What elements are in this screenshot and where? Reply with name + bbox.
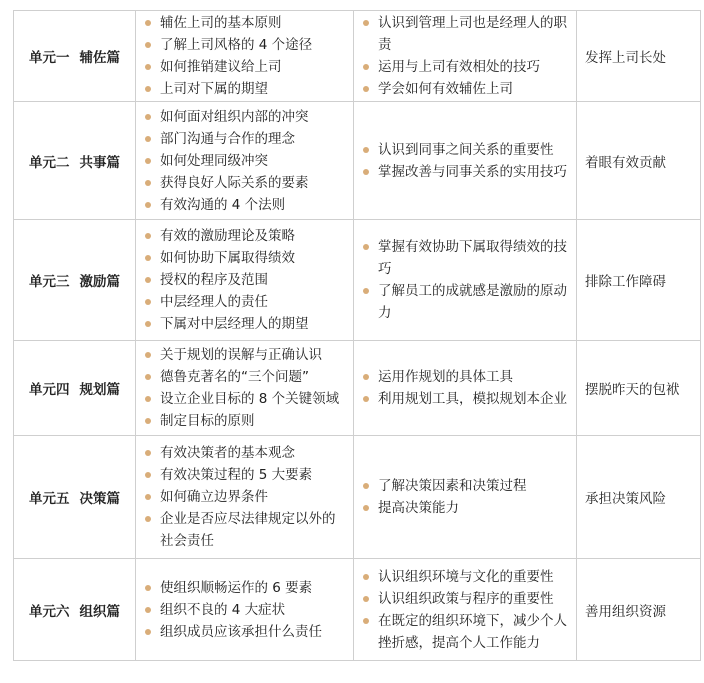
unit-name: 规划篇 xyxy=(79,382,120,398)
bullet-text: 部门沟通与合作的理念 xyxy=(160,130,295,147)
bullet-text: 运用作规划的具体工具 xyxy=(378,369,513,385)
bullet-text: 有效决策者的基本观念 xyxy=(160,445,295,461)
bullet-item xyxy=(362,566,570,588)
bullet-item xyxy=(362,78,570,100)
bullet-item xyxy=(362,139,570,161)
bullet-dot-icon xyxy=(145,352,151,358)
bullet-text: 有效决策过程的 5 大要素 xyxy=(160,467,313,483)
bullet-text: 学会如何有效辅佐上司 xyxy=(378,81,513,97)
goals-list xyxy=(354,139,576,183)
bullet-text: 运用与上司有效相处的技巧 xyxy=(378,59,540,75)
bullet-text: 了解决策因素和决策过程 xyxy=(378,478,527,494)
table-row xyxy=(14,436,701,559)
bullet-item xyxy=(144,78,347,100)
table-row xyxy=(14,559,701,661)
topics-cell xyxy=(136,559,354,661)
bullet-item xyxy=(144,150,347,172)
bullet-dot-icon xyxy=(145,585,151,591)
bullet-item xyxy=(144,247,347,269)
bullet-text: 认识到管理上司也是经理人的职责 xyxy=(378,15,567,53)
bullet-dot-icon xyxy=(363,596,369,602)
bullet-text: 有效的激励理论及策略 xyxy=(160,228,295,244)
bullet-dot-icon xyxy=(145,418,151,424)
bullet-text: 使组织顺畅运作的 6 要素 xyxy=(160,579,313,596)
bullet-item xyxy=(144,313,347,335)
bullet-item xyxy=(144,34,347,56)
bullet-text: 认识组织环境与文化的重要性 xyxy=(378,568,554,585)
bullet-item xyxy=(362,12,570,56)
topics-list xyxy=(136,577,353,643)
unit-cell xyxy=(14,11,136,102)
bullet-dot-icon xyxy=(145,180,151,186)
unit-cell xyxy=(14,436,136,559)
unit-name: 辅佐篇 xyxy=(79,50,120,66)
bullet-item xyxy=(362,497,570,519)
curriculum-table xyxy=(13,10,701,661)
bullet-dot-icon xyxy=(145,136,151,142)
bullet-dot-icon xyxy=(363,374,369,380)
goals-list xyxy=(354,236,576,324)
unit-number: 单元五 xyxy=(29,491,70,507)
bullet-item xyxy=(144,172,347,194)
bullet-dot-icon xyxy=(145,233,151,239)
bullet-dot-icon xyxy=(145,86,151,92)
goals-cell xyxy=(354,102,577,220)
unit-name: 决策篇 xyxy=(79,491,120,507)
bullet-dot-icon xyxy=(145,450,151,456)
theme-cell: 承担决策风险 xyxy=(577,436,701,559)
unit-number: 单元三 xyxy=(29,274,70,290)
bullet-dot-icon xyxy=(145,629,151,635)
bullet-text: 如何推销建议给上司 xyxy=(160,59,282,75)
bullet-text: 如何协助下属取得绩效 xyxy=(160,250,295,266)
bullet-dot-icon xyxy=(145,472,151,478)
goals-list xyxy=(354,566,576,654)
bullet-text: 德鲁克著名的“三个问题” xyxy=(160,369,309,385)
bullet-dot-icon xyxy=(145,607,151,613)
topics-list xyxy=(136,12,353,100)
topics-cell xyxy=(136,436,354,559)
bullet-text: 组织成员应该承担什么责任 xyxy=(160,623,322,640)
topics-list xyxy=(136,225,353,335)
bullet-item xyxy=(144,56,347,78)
unit-name: 组织篇 xyxy=(79,603,120,620)
bullet-dot-icon xyxy=(145,277,151,283)
bullet-text: 关于规划的误解与正确认识 xyxy=(160,347,322,363)
bullet-dot-icon xyxy=(145,321,151,327)
bullet-text: 组织不良的 4 大症状 xyxy=(160,601,286,618)
bullet-item xyxy=(144,366,347,388)
bullet-dot-icon xyxy=(145,158,151,164)
table-row xyxy=(14,220,701,341)
topics-list xyxy=(136,344,353,432)
unit-cell xyxy=(14,341,136,436)
bullet-text: 在既定的组织环境下，减少个人挫折感，提高个人工作能力 xyxy=(378,612,567,651)
bullet-text: 有效沟通的 4 个法则 xyxy=(160,196,286,213)
bullet-dot-icon xyxy=(363,169,369,175)
unit-number: 单元六 xyxy=(29,603,70,620)
unit-number: 单元四 xyxy=(29,382,70,398)
bullet-dot-icon xyxy=(145,202,151,208)
theme-cell: 善用组织资源 xyxy=(577,559,701,661)
table-row xyxy=(14,102,701,220)
bullet-text: 辅佐上司的基本原则 xyxy=(160,15,282,31)
topics-cell xyxy=(136,102,354,220)
bullet-text: 认识组织政策与程序的重要性 xyxy=(378,590,554,607)
bullet-text: 上司对下属的期望 xyxy=(160,81,268,97)
unit-cell xyxy=(14,220,136,341)
bullet-item xyxy=(362,280,570,324)
goals-list xyxy=(354,12,576,100)
topics-list xyxy=(136,106,353,216)
theme-cell: 排除工作障碍 xyxy=(577,220,701,341)
bullet-text: 企业是否应尽法律规定以外的社会责任 xyxy=(160,511,336,549)
bullet-item xyxy=(144,508,347,552)
topics-cell xyxy=(136,220,354,341)
unit-cell xyxy=(14,559,136,661)
bullet-text: 掌握有效协助下属取得绩效的技巧 xyxy=(378,239,567,277)
bullet-item xyxy=(144,621,347,643)
bullet-item xyxy=(362,56,570,78)
bullet-dot-icon xyxy=(145,374,151,380)
bullet-item xyxy=(144,388,347,410)
bullet-item xyxy=(144,128,347,150)
bullet-item xyxy=(362,610,570,654)
bullet-item xyxy=(362,161,570,183)
table-row xyxy=(14,341,701,436)
goals-cell xyxy=(354,341,577,436)
bullet-text: 如何确立边界条件 xyxy=(160,489,268,505)
goals-cell xyxy=(354,559,577,661)
bullet-dot-icon xyxy=(145,42,151,48)
bullet-item xyxy=(144,225,347,247)
bullet-dot-icon xyxy=(363,574,369,580)
bullet-dot-icon xyxy=(145,396,151,402)
bullet-item xyxy=(362,366,570,388)
bullet-text: 认识到同事之间关系的重要性 xyxy=(378,141,554,158)
unit-name: 共事篇 xyxy=(79,154,120,171)
bullet-text: 制定目标的原则 xyxy=(160,413,255,429)
bullet-item xyxy=(144,599,347,621)
goals-cell xyxy=(354,11,577,102)
bullet-dot-icon xyxy=(145,299,151,305)
unit-cell xyxy=(14,102,136,220)
bullet-item xyxy=(362,475,570,497)
goals-list xyxy=(354,475,576,519)
bullet-dot-icon xyxy=(363,147,369,153)
bullet-dot-icon xyxy=(145,494,151,500)
table-row xyxy=(14,11,701,102)
theme-cell: 发挥上司长处 xyxy=(577,11,701,102)
bullet-dot-icon xyxy=(363,618,369,624)
goals-list xyxy=(354,366,576,410)
bullet-dot-icon xyxy=(145,516,151,522)
bullet-dot-icon xyxy=(363,244,369,250)
bullet-text: 利用规划工具，模拟规划本企业 xyxy=(378,391,567,407)
theme-cell: 摆脱昨天的包袱 xyxy=(577,341,701,436)
bullet-dot-icon xyxy=(145,114,151,120)
bullet-dot-icon xyxy=(363,86,369,92)
bullet-text: 了解上司风格的 4 个途径 xyxy=(160,37,313,53)
bullet-dot-icon xyxy=(363,505,369,511)
theme-cell: 着眼有效贡献 xyxy=(577,102,701,220)
unit-name: 激励篇 xyxy=(79,274,120,290)
unit-number: 单元一 xyxy=(29,50,70,66)
bullet-text: 下属对中层经理人的期望 xyxy=(160,316,309,332)
topics-cell xyxy=(136,341,354,436)
bullet-item xyxy=(144,486,347,508)
bullet-item xyxy=(362,588,570,610)
bullet-dot-icon xyxy=(363,288,369,294)
bullet-dot-icon xyxy=(145,20,151,26)
bullet-text: 掌握改善与同事关系的实用技巧 xyxy=(378,163,567,180)
bullet-item xyxy=(144,410,347,432)
unit-number: 单元二 xyxy=(29,154,70,171)
bullet-text: 了解员工的成就感是激励的原动力 xyxy=(378,283,567,321)
bullet-text: 设立企业目标的 8 个关键领域 xyxy=(160,391,340,407)
bullet-item xyxy=(144,291,347,313)
bullet-text: 如何处理同级冲突 xyxy=(160,152,268,169)
bullet-dot-icon xyxy=(363,396,369,402)
bullet-text: 中层经理人的责任 xyxy=(160,294,268,310)
bullet-item xyxy=(144,577,347,599)
bullet-dot-icon xyxy=(363,20,369,26)
bullet-item xyxy=(144,106,347,128)
bullet-item xyxy=(144,442,347,464)
bullet-item xyxy=(362,388,570,410)
goals-cell xyxy=(354,220,577,341)
bullet-dot-icon xyxy=(363,483,369,489)
topics-cell xyxy=(136,11,354,102)
goals-cell xyxy=(354,436,577,559)
bullet-text: 如何面对组织内部的冲突 xyxy=(160,108,309,125)
bullet-item xyxy=(362,236,570,280)
bullet-item xyxy=(144,194,347,216)
bullet-item xyxy=(144,464,347,486)
bullet-item xyxy=(144,344,347,366)
bullet-item xyxy=(144,269,347,291)
bullet-item xyxy=(144,12,347,34)
topics-list xyxy=(136,442,353,552)
bullet-dot-icon xyxy=(363,64,369,70)
bullet-text: 获得良好人际关系的要素 xyxy=(160,174,309,191)
bullet-dot-icon xyxy=(145,255,151,261)
bullet-text: 提高决策能力 xyxy=(378,500,459,516)
bullet-dot-icon xyxy=(145,64,151,70)
bullet-text: 授权的程序及范围 xyxy=(160,272,268,288)
